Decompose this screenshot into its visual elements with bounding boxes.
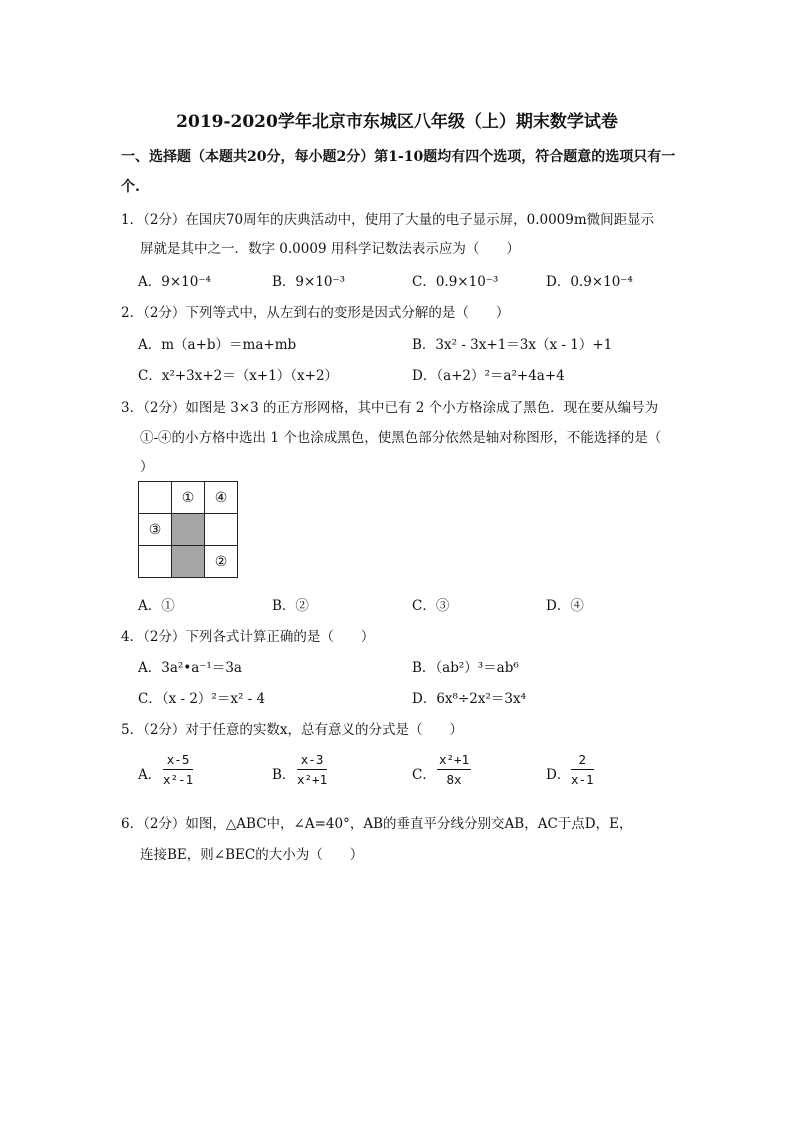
- fraction-numerator: x-3: [297, 752, 327, 770]
- q4-option-b: B．（ab²）³＝ab⁶: [412, 660, 519, 676]
- grid-cell: [139, 546, 172, 578]
- fraction-numerator: x-5: [163, 752, 193, 770]
- q1-option-c: C．0.9×10⁻³: [412, 274, 499, 290]
- q4-option-d: D．6x⁸÷2x²＝3x⁴: [412, 691, 526, 707]
- section-heading-line2: 个.: [121, 179, 140, 195]
- fraction-denominator: x²-1: [163, 772, 194, 787]
- fraction-numerator: 2: [571, 752, 594, 770]
- q5-option-a-label: A．: [138, 767, 162, 783]
- q3-stem-line2: ①-④的小方格中选出 1 个也涂成黑色，使黑色部分依然是轴对称图形，不能选择的是（: [140, 430, 662, 446]
- q1-option-a: A．9×10⁻⁴: [138, 274, 211, 290]
- fraction-denominator: x²+1: [297, 772, 328, 787]
- q5-option-b-fraction: [297, 752, 327, 787]
- q5-option-d-fraction: [571, 752, 594, 787]
- q4-option-c: C．（x - 2）²＝x² - 4: [138, 691, 266, 707]
- fraction-denominator: x-1: [571, 772, 594, 787]
- grid-cell-1: ①: [172, 482, 205, 514]
- q3-option-a: A．①: [138, 598, 175, 614]
- q5-option-a-fraction: [163, 752, 193, 787]
- grid-cell-3: ③: [139, 514, 172, 546]
- grid-figure: [138, 481, 238, 578]
- q1-stem-line1: 1．（2分）在国庆70周年的庆典活动中，使用了大量的电子显示屏，0.0009m微间距显示: [121, 212, 655, 228]
- q2-option-c: C．x²+3x+2＝（x+1）（x+2）: [138, 368, 339, 384]
- q4-stem: 4．（2分）下列各式计算正确的是（ ）: [121, 629, 375, 645]
- q5-option-c-label: C．: [412, 767, 436, 783]
- grid-cell: [139, 482, 172, 514]
- q2-stem: 2．（2分）下列等式中，从左到右的变形是因式分解的是（ ）: [121, 305, 510, 321]
- q5-option-c-fraction: [437, 752, 471, 787]
- fraction-denominator: 8x: [446, 772, 462, 787]
- q1-option-d: D．0.9×10⁻⁴: [546, 274, 633, 290]
- q3-stem-line3: ）: [140, 459, 154, 475]
- q1-stem-line2: 屏就是其中之一．数字 0.0009 用科学记数法表示应为（ ）: [140, 241, 520, 257]
- q6-stem-line1: 6．（2分）如图，△ABC中，∠A=40°，AB的垂直平分线分别交AB，AC于点D，E，: [121, 816, 633, 832]
- q5-option-b-label: B．: [272, 767, 296, 783]
- q5-option-d-label: D．: [546, 767, 571, 783]
- q3-stem-line1: 3．（2分）如图是 3×3 的正方形网格，其中已有 2 个小方格涂成了黑色．现在要从编号为: [121, 400, 659, 416]
- q3-option-c: C．③: [412, 598, 450, 614]
- q2-option-b: B．3x² - 3x+1＝3x（x - 1）+1: [412, 337, 613, 353]
- q5-stem: 5．（2分）对于任意的实数x，总有意义的分式是（ ）: [121, 722, 464, 738]
- section-heading-line1: 一、选择题（本题共20分，每小题2分）第1-10题均有四个选项，符合题意的选项只有一: [121, 149, 676, 165]
- q1-option-b: B．9×10⁻³: [272, 274, 346, 290]
- page-title: 2019-2020学年北京市东城区八年级（上）期末数学试卷: [176, 112, 618, 132]
- q2-option-d: D．（a+2）²＝a²+4a+4: [412, 368, 565, 384]
- grid-cell-4: ④: [205, 482, 238, 514]
- fraction-numerator: x²+1: [437, 752, 471, 770]
- q3-option-d: D．④: [546, 598, 584, 614]
- grid-cell-2: ②: [205, 546, 238, 578]
- q3-option-b: B．②: [272, 598, 309, 614]
- grid-cell: [205, 514, 238, 546]
- grid-cell-shaded: [172, 546, 205, 578]
- grid-cell-shaded: [172, 514, 205, 546]
- q6-stem-line2: 连接BE，则∠BEC的大小为（ ）: [140, 847, 364, 863]
- q2-option-a: A．m（a+b）＝ma+mb: [138, 337, 297, 353]
- q4-option-a: A．3a²•a⁻¹＝3a: [138, 660, 242, 676]
